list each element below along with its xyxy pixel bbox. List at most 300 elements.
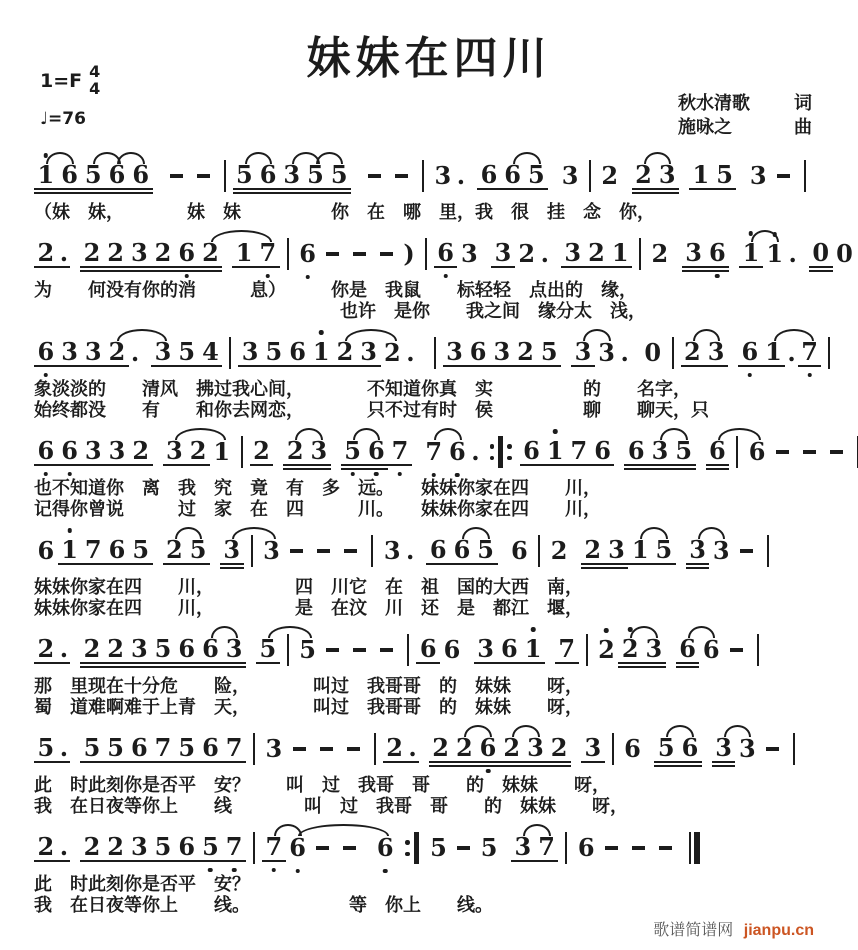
note: 6 <box>129 162 153 190</box>
parenthesis: ) <box>403 239 415 268</box>
lyric-row: 为 何没有你的消 息） 你是 我鼠 标轻轻 点出的 缘， <box>34 280 637 300</box>
duration-dash <box>344 549 357 553</box>
note: 6 <box>58 438 82 466</box>
duration-dash <box>776 450 789 454</box>
note: 6 <box>476 735 500 763</box>
augmentation-dot: . <box>130 338 140 367</box>
octave-dot-low <box>374 472 379 477</box>
spacer <box>70 254 80 255</box>
note: 5 <box>151 636 175 664</box>
barline <box>589 160 591 192</box>
lyric-row: 妹妹你家在四 川， 四 川它 在 祖 国的大西 南， <box>34 577 583 597</box>
slur-arc <box>688 626 715 638</box>
augmentation-dot: . <box>59 238 69 267</box>
spacer <box>622 176 632 177</box>
octave-dot-low <box>232 868 237 873</box>
augmentation-dot: . <box>787 338 796 367</box>
octave-dot-low <box>272 868 277 873</box>
note: 3 <box>280 162 304 190</box>
lyric-row: 记得你曾说 过 家 在 四 川。 妹妹你家在四 川， <box>34 499 601 519</box>
duration-dash <box>326 648 339 652</box>
spacer <box>210 551 220 552</box>
note: 2 <box>104 636 128 664</box>
barline <box>804 160 806 192</box>
augmentation-dot: . <box>540 239 549 268</box>
lyric-row: 也不知道你 离 我 究 竟 有 多 远。 妹妹你家在四 川， <box>34 478 601 498</box>
spacer <box>561 353 571 354</box>
barline <box>253 733 255 765</box>
note: 6 <box>105 162 129 190</box>
spacer <box>222 254 232 255</box>
spacer <box>153 551 163 552</box>
augmentation-dot: . <box>408 733 417 762</box>
lyric-row: 始终都没 有 和你去网恋， 只不过有时 侯 聊 聊天，只 <box>34 400 709 420</box>
note: 1 <box>763 241 787 267</box>
spacer <box>273 452 283 453</box>
barline <box>612 733 614 765</box>
duration-dash <box>766 747 779 751</box>
notation-row <box>34 624 840 676</box>
note: 5 <box>262 339 286 367</box>
note: 2 <box>163 537 187 565</box>
slur-arc <box>698 527 725 539</box>
note: 1 <box>521 636 545 664</box>
barline <box>371 535 373 567</box>
notation-row <box>34 525 840 577</box>
duration-dash <box>290 549 303 553</box>
composer-role: 曲 <box>794 117 812 139</box>
octave-dot-low <box>305 275 310 280</box>
note: 3 <box>127 636 151 664</box>
note: 6 <box>127 735 151 763</box>
spacer <box>614 452 624 453</box>
spacer <box>672 254 682 255</box>
note: 6 <box>624 438 648 466</box>
note: 2 <box>80 240 104 268</box>
system <box>34 525 840 619</box>
key-signature-block <box>40 64 100 129</box>
barline <box>287 238 289 270</box>
note: 2 <box>681 339 705 367</box>
augmentation-dot: . <box>406 536 415 565</box>
duration-dash <box>830 450 843 454</box>
octave-dot-low <box>208 868 213 873</box>
note: 6 <box>416 636 440 664</box>
slur-arc <box>718 428 761 440</box>
spacer <box>501 848 511 849</box>
repeat-bar <box>414 832 419 864</box>
note: 3 <box>81 438 105 466</box>
slur-arc <box>211 626 238 638</box>
spacer <box>416 551 426 552</box>
barline <box>538 535 540 567</box>
octave-dot-high <box>604 628 609 633</box>
note: 2 <box>452 735 476 763</box>
spacer <box>481 254 491 255</box>
duration-dash <box>457 846 470 850</box>
slur-arc <box>117 329 167 341</box>
duration-dash <box>368 174 381 178</box>
spacer <box>351 176 361 177</box>
note: 2 <box>651 239 669 268</box>
barline <box>565 832 567 864</box>
lyric-row: （妹 妹， 妹 妹 你 在 哪 里，我 很 挂 念 你， <box>34 202 655 222</box>
note: 5 <box>299 635 316 664</box>
octave-dot-low <box>350 472 355 477</box>
note: 7 <box>555 636 579 664</box>
note: 5 <box>256 636 280 664</box>
duration-dash <box>320 747 333 751</box>
note: 6 <box>676 636 700 664</box>
octave-dot-low <box>443 274 448 279</box>
system <box>34 426 840 520</box>
note: 6 <box>434 240 458 268</box>
note: 3 <box>749 161 767 190</box>
barline <box>241 436 243 468</box>
note: 1 <box>628 537 652 565</box>
key-label: 1=F <box>40 69 83 92</box>
spacer <box>153 452 163 453</box>
note: 6 <box>520 438 544 466</box>
augmentation-dot: . <box>59 733 69 762</box>
note: 7 <box>262 834 286 862</box>
augmentation-dot: . <box>788 239 797 268</box>
note: 3 <box>581 735 605 763</box>
note: 5 <box>672 438 696 466</box>
note: 6 <box>175 834 199 862</box>
duration-dash <box>395 174 408 178</box>
system <box>34 327 840 421</box>
notation-row <box>34 327 840 379</box>
note: 1 <box>213 437 231 466</box>
note: 6 <box>748 437 766 466</box>
octave-dot-high <box>319 330 324 335</box>
octave-dot-low <box>398 472 403 477</box>
duration-dash <box>326 252 339 256</box>
note: 3 <box>474 636 498 664</box>
note: 6 <box>373 835 397 861</box>
time-signature-lower: 4 <box>89 79 101 98</box>
note: 3 <box>357 339 381 367</box>
note: 3 <box>642 636 666 664</box>
note: 7 <box>798 339 822 367</box>
octave-dot-high <box>67 528 72 533</box>
spacer <box>679 176 689 177</box>
note: 2 <box>581 537 605 565</box>
note: 1 <box>762 339 786 367</box>
note: 2 <box>34 240 58 268</box>
lyric-row: 妹妹你家在四 川， 是 在汶 川 还 是 都江 堰， <box>34 598 583 618</box>
duration-dash <box>353 252 366 256</box>
note: 6 <box>443 635 461 664</box>
notation-row <box>34 150 840 202</box>
composer-name: 施咏之 <box>678 117 732 139</box>
spacer <box>331 452 341 453</box>
note: 3 <box>238 339 262 367</box>
note: 3 <box>738 734 756 763</box>
time-signature-upper: 4 <box>89 62 101 81</box>
tempo-marking: ♩=76 <box>40 109 86 129</box>
slur-arc <box>46 152 74 164</box>
repeat-dots <box>507 444 512 460</box>
note: 6 <box>498 636 522 664</box>
note: 3 <box>434 161 452 190</box>
duration-dash <box>380 648 393 652</box>
spacer <box>412 452 422 453</box>
spacer <box>631 353 641 354</box>
slur-arc <box>268 626 312 638</box>
note: 3 <box>682 240 706 268</box>
augmentation-dot: . <box>406 338 415 367</box>
note: 6 <box>577 833 595 862</box>
watermark <box>653 917 814 940</box>
note: 3 <box>561 240 585 268</box>
note: 3 <box>648 438 672 466</box>
augmentation-dot: . <box>620 338 629 367</box>
note: 5 <box>81 162 105 190</box>
note: 2 <box>601 161 619 190</box>
spacer <box>551 254 561 255</box>
slur-arc <box>774 329 814 341</box>
duration-dash <box>380 252 393 256</box>
spacer <box>571 749 581 750</box>
note: 2 <box>550 536 568 565</box>
slur-arc <box>464 725 492 737</box>
note: 3 <box>655 162 679 190</box>
octave-dot-low <box>748 373 753 378</box>
slur-arc <box>245 152 272 164</box>
spacer <box>702 749 712 750</box>
song-title: 妹妹在四川 <box>306 33 552 84</box>
system <box>34 822 840 916</box>
note: 1 <box>309 339 333 367</box>
note: 3 <box>263 536 280 565</box>
lyric-row: 蜀 道难啊难于上青 天， 叫过 我哥哥 的 妹妹 呀， <box>34 697 583 717</box>
barline <box>757 634 759 666</box>
notation-row <box>34 228 853 280</box>
slur-arc <box>117 152 145 164</box>
slur-arc <box>298 824 389 836</box>
spacer <box>419 749 429 750</box>
lyricist-credit <box>678 92 812 116</box>
note: 2 <box>632 162 656 190</box>
note: 6 <box>591 438 615 466</box>
duration-dash <box>730 648 743 652</box>
slur-arc <box>724 725 751 737</box>
slur-arc <box>693 329 720 341</box>
rest: 0 <box>809 240 833 268</box>
note: 3 <box>511 834 535 862</box>
note: 2 <box>34 636 58 664</box>
note: 4 <box>199 339 223 367</box>
duration-dash <box>632 846 645 850</box>
slur-arc <box>512 725 540 737</box>
spacer <box>70 650 80 651</box>
duration-dash <box>803 450 816 454</box>
spacer <box>464 650 474 651</box>
slur-arc <box>513 152 541 164</box>
spacer <box>644 749 654 750</box>
slur-arc <box>644 152 671 164</box>
rest: 0 <box>644 338 662 367</box>
note: 2 <box>618 636 642 664</box>
note: 5 <box>175 339 199 367</box>
repeat-dots <box>490 444 495 460</box>
octave-dot-low <box>807 373 812 378</box>
note: 6 <box>477 162 501 190</box>
barline <box>425 238 427 270</box>
augmentation-dot: . <box>456 161 466 190</box>
note: 2 <box>151 240 175 268</box>
duration-dash <box>316 846 329 850</box>
note: 3 <box>605 537 629 565</box>
note: 5 <box>654 735 678 763</box>
spacer <box>799 254 809 255</box>
lyricist-name: 秋水清歌 <box>678 93 750 114</box>
slur-arc <box>640 527 668 539</box>
watermark-brand[interactable]: jianpu.cn <box>743 922 814 939</box>
composer-credit <box>678 116 812 140</box>
note: 2 <box>199 240 223 268</box>
spacer <box>545 650 555 651</box>
note: 2 <box>186 438 210 466</box>
note: 2 <box>129 438 153 466</box>
system <box>34 150 840 223</box>
lyric-row: 我 在日夜等你上 线。 等 你上 线。 <box>34 895 493 915</box>
note: 2 <box>80 834 104 862</box>
slur-arc <box>175 527 202 539</box>
note: 5 <box>327 162 351 190</box>
note: 6 <box>450 537 474 565</box>
spacer <box>363 848 373 849</box>
barline <box>374 733 376 765</box>
note: 5 <box>525 162 549 190</box>
note: 3 <box>571 339 595 367</box>
note: 7 <box>256 240 280 268</box>
note: 7 <box>81 537 105 565</box>
note: 6 <box>702 635 720 664</box>
lyric-row: 此 时此刻你是否平 安？ <box>34 874 250 894</box>
barline <box>287 634 289 666</box>
barline <box>828 337 830 369</box>
barline <box>672 337 674 369</box>
note: 5 <box>537 339 561 367</box>
lyric-row: 那 里现在十分危 险， 叫过 我哥哥 的 妹妹 呀， <box>34 676 583 696</box>
note: 6 <box>364 438 388 466</box>
slur-arc <box>211 230 272 242</box>
augmentation-dot: . <box>59 634 69 663</box>
note: 5 <box>474 537 498 565</box>
repeat-dots <box>405 840 410 856</box>
note: 7 <box>222 834 246 862</box>
note: 5 <box>304 162 328 190</box>
note: 1 <box>58 537 82 565</box>
duration-dash <box>170 174 183 178</box>
spacer <box>70 848 80 849</box>
note: 5 <box>480 833 498 862</box>
duration-dash <box>197 174 210 178</box>
note: 7 <box>422 439 446 465</box>
octave-dot-low <box>431 473 436 478</box>
note: 6 <box>256 162 280 190</box>
note: 5 <box>652 537 676 565</box>
octave-dot-low <box>455 473 460 478</box>
duration-dash <box>740 549 753 553</box>
note: 3 <box>686 537 710 565</box>
note: 1 <box>232 240 256 268</box>
octave-dot-low <box>383 869 388 874</box>
octave-dot-low <box>486 769 491 774</box>
slur-arc <box>232 527 276 539</box>
barline <box>422 160 424 192</box>
note: 3 <box>127 834 151 862</box>
note: 6 <box>34 438 58 466</box>
note: 5 <box>175 735 199 763</box>
note: 6 <box>446 439 470 465</box>
octave-dot-low <box>67 472 72 477</box>
note: 6 <box>286 835 310 861</box>
lyric-row: 我 在日夜等你上 线 叫 过 我哥 哥 的 妹妹 呀， <box>34 796 628 816</box>
spacer <box>729 254 739 255</box>
note: 6 <box>58 162 82 190</box>
note: 3 <box>598 338 615 367</box>
barline <box>736 436 738 468</box>
note: 2 <box>80 636 104 664</box>
note: 3 <box>561 161 579 190</box>
notation-row <box>34 723 840 775</box>
note: 3 <box>81 339 105 367</box>
final-barline <box>689 832 700 864</box>
note: 7 <box>535 834 559 862</box>
credits <box>678 92 812 141</box>
system <box>34 228 853 322</box>
note: 1 <box>34 162 58 190</box>
note: 5 <box>151 834 175 862</box>
slur-arc <box>660 428 688 440</box>
slur-arc <box>583 329 611 341</box>
spacer <box>696 452 706 453</box>
augmentation-dot: . <box>471 437 480 466</box>
system <box>34 723 840 817</box>
note: 6 <box>501 162 525 190</box>
watermark-site-name: 歌谱简谱网 <box>653 922 734 939</box>
note: 1 <box>689 162 713 190</box>
duration-dash <box>659 846 672 850</box>
note: 6 <box>175 240 199 268</box>
note: 6 <box>175 636 199 664</box>
barline <box>407 634 409 666</box>
note: 2 <box>384 338 401 367</box>
spacer <box>548 176 558 177</box>
note: 5 <box>199 834 223 862</box>
duration-dash <box>317 549 330 553</box>
octave-dot-low <box>44 373 49 378</box>
note: 5 <box>713 162 737 190</box>
slur-arc <box>316 152 343 164</box>
rest: 0 <box>836 239 853 268</box>
note: 6 <box>466 339 490 367</box>
spacer <box>153 176 163 177</box>
note: 3 <box>265 734 283 763</box>
note: 3 <box>383 536 401 565</box>
note: 5 <box>233 162 257 190</box>
note: 2 <box>104 240 128 268</box>
note: 2 <box>34 834 58 862</box>
slur-arc <box>353 428 380 440</box>
duration-dash <box>343 846 356 850</box>
spacer <box>141 353 151 354</box>
spacer <box>70 749 80 750</box>
